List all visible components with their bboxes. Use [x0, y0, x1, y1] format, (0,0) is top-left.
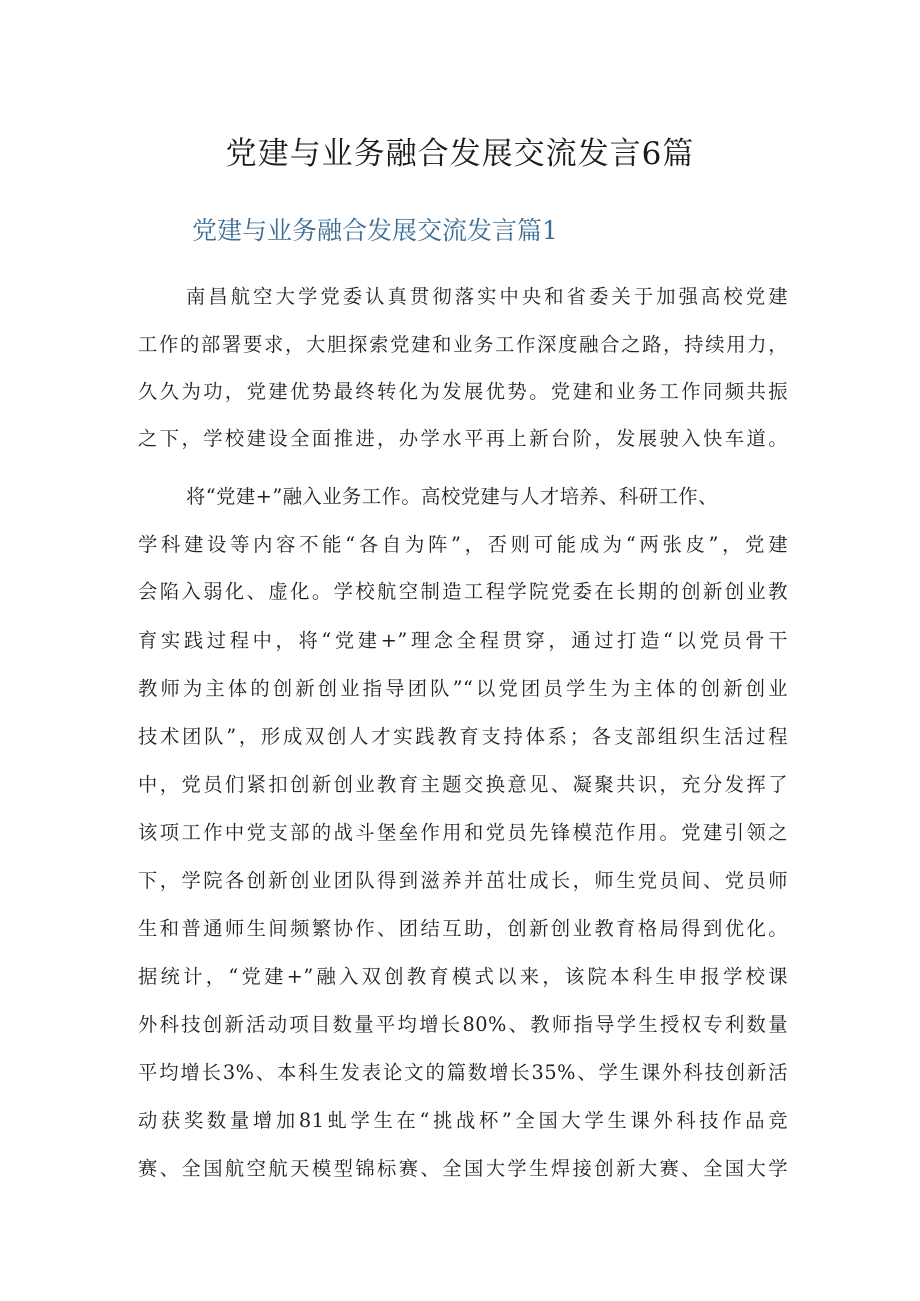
paragraph-line: 外科技创新活动项目数量平均增长80%、教师指导学生授权专利数量 [138, 1013, 788, 1036]
paragraph-line: 之下，学校建设全面推进，办学水平再上新台阶，发展驶入快车道。 [138, 427, 788, 450]
paragraph-line: 生和普通师生间频繁协作、团结互助，创新创业教育格局得到优化。 [138, 917, 788, 940]
paragraph-line: 教师为主体的创新创业指导团队”“以党团员学生为主体的创新创业 [138, 677, 788, 700]
paragraph-line: 会陷入弱化、虚化。学校航空制造工程学院党委在长期的创新创业教 [138, 580, 788, 603]
paragraph-line: 该项工作中党支部的战斗堡垒作用和党员先锋模范作用。党建引领之 [138, 821, 788, 844]
paragraph-line: 久久为功，党建优势最终转化为发展优势。党建和业务工作同频共振 [138, 380, 788, 403]
paragraph-line: 平均增长3%、本科生发表论文的篇数增长35%、学生课外科技创新活 [138, 1061, 788, 1084]
paragraph-line: 据统计，“党建+”融入双创教育模式以来，该院本科生申报学校课 [138, 965, 788, 988]
paragraph-line: 中，党员们紧扣创新创业教育主题交换意见、凝聚共识，充分发挥了 [138, 773, 788, 796]
paragraph-line: 育实践过程中，将“党建+”理念全程贯穿，通过打造“以党员骨干 [138, 629, 788, 652]
paragraph-line: 下，学院各创新创业团队得到滋养并茁壮成长，师生党员间、党员师 [138, 869, 788, 892]
paragraph-line: 赛、全国航空航天模型锦标赛、全国大学生焊接创新大赛、全国大学 [138, 1157, 788, 1180]
paragraph-line: 技术团队”，形成双创人才实践教育支持体系；各支部组织生活过程 [138, 725, 788, 748]
paragraph-line: 动获奖数量增加81虬学生在“挑战杯”全国大学生课外科技作品竞 [138, 1109, 788, 1132]
document-title: 党建与业务融合发展交流发言6篇 [225, 136, 695, 172]
section-heading: 党建与业务融合发展交流发言篇1 [192, 216, 558, 245]
paragraph-line: 将“党建+”融入业务工作。高校党建与人才培养、科研工作、 [186, 485, 718, 508]
paragraph-line: 南昌航空大学党委认真贯彻落实中央和省委关于加强高校党建 [186, 285, 788, 308]
paragraph-line: 学科建设等内容不能“各自为阵”，否则可能成为“两张皮”，党建 [138, 533, 788, 556]
paragraph-line: 工作的部署要求，大胆探索党建和业务工作深度融合之路，持续用力， [138, 333, 788, 356]
